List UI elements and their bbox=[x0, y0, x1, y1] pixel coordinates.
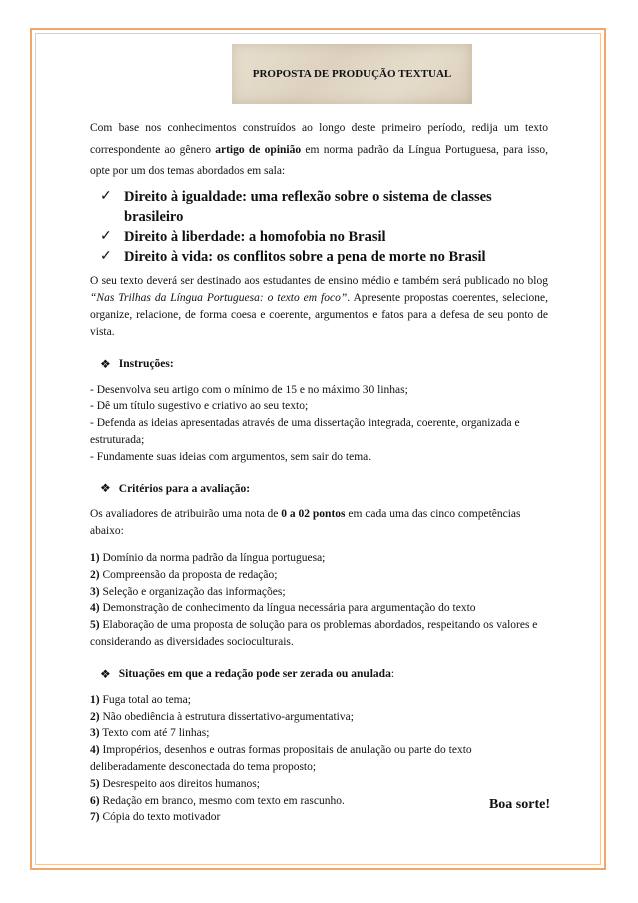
diamond-bullet-icon: ❖ bbox=[100, 666, 111, 681]
annulment-item: 5) Desrespeito aos direitos humanos; bbox=[90, 777, 260, 790]
diamond-bullet-icon: ❖ bbox=[100, 356, 111, 371]
blog-name: “Nas Trilhas da Língua Portuguesa: o texto em foco” bbox=[90, 291, 348, 304]
page-title: PROPOSTA DE PRODUÇÃO TEXTUAL bbox=[252, 68, 452, 80]
document-body bbox=[90, 118, 548, 826]
genre-emphasis: artigo de opinião bbox=[215, 143, 302, 156]
criteria-item: 4) Demonstração de conhecimento da língua necessária para argumentação do texto bbox=[90, 602, 476, 615]
annulment-item: 7) Cópia do texto motivador bbox=[90, 811, 221, 824]
instruction-item: - Desenvolva seu artigo com o mínimo de 15 e no máximo 30 linhas; bbox=[90, 383, 408, 396]
theme-item: ✓ Direito à liberdade: a homofobia no Brasil bbox=[100, 228, 386, 245]
annulment-list bbox=[90, 692, 548, 826]
criteria-item: 5) Elaboração de uma proposta de solução para os problemas abordados, respeitando os valores e considerando as diversidades socioculturais. bbox=[90, 619, 538, 649]
checkmark-icon: ✓ bbox=[100, 188, 112, 204]
instruction-item: - Fundamente suas ideias com argumentos, sem sair do tema. bbox=[90, 450, 372, 463]
score-range: 0 a 02 pontos bbox=[281, 508, 346, 521]
annulment-heading: ❖ Situações em que a redação pode ser zerada ou anulada : bbox=[100, 666, 395, 681]
criteria-item: 1) Domínio da norma padrão da língua portuguesa; bbox=[90, 552, 326, 565]
instruction-item: - Dê um título sugestivo e criativo ao seu texto; bbox=[90, 400, 309, 413]
theme-item: ✓ Direito à igualdade: uma reflexão sobre o sistema de classes brasileiro bbox=[100, 188, 492, 225]
criteria-heading: ❖ Critérios para a avaliação: bbox=[100, 481, 251, 496]
intro-paragraph: Com base nos conhecimentos construídos ao longo deste primeiro período, redija um texto correspondente ao gênero artigo de opinião em norma padrão da Língua Portuguesa, para isso, opte por um dos temas abordados em sala: bbox=[90, 122, 549, 177]
title-banner bbox=[232, 44, 472, 104]
instruction-item: - Defenda as ideias apresentadas através de uma dissertação integrada, coerente, organizada e estruturada; bbox=[90, 417, 520, 446]
checkmark-icon: ✓ bbox=[100, 228, 112, 244]
theme-list bbox=[90, 187, 548, 267]
annulment-item: 2) Não obediência à estrutura dissertativo-argumentativa; bbox=[90, 710, 354, 723]
diamond-bullet-icon: ❖ bbox=[100, 481, 111, 496]
criteria-item: 3) Seleção e organização das informações; bbox=[90, 585, 286, 598]
annulment-item: 6) Redação em branco, mesmo com texto em rascunho. bbox=[90, 794, 345, 807]
annulment-item: 1) Fuga total ao tema; bbox=[90, 693, 191, 706]
instructions-list bbox=[90, 382, 548, 466]
annulment-item: 3) Texto com até 7 linhas; bbox=[90, 727, 210, 740]
closing-text: Boa sorte! bbox=[488, 797, 550, 812]
theme-item: ✓ Direito à vida: os conflitos sobre a pena de morte no Brasil bbox=[100, 248, 486, 265]
target-paragraph: O seu texto deverá ser destinado aos estudantes de ensino médio e também será publicado no blog “Nas Trilhas da Língua Portuguesa: o texto em foco”. Apresente propostas coerentes, selecione, organize, relacione, de forma coesa e coerente, argumentos e fatos para a defesa de seu ponto de vista. bbox=[90, 274, 548, 338]
instructions-heading: ❖ Instruções: bbox=[100, 356, 174, 371]
checkmark-icon: ✓ bbox=[100, 248, 112, 264]
criteria-item: 2) Compreensão da proposta de redação; bbox=[90, 568, 278, 581]
annulment-item: 4) Impropérios, desenhos e outras formas propositais de anulação ou parte do texto deliberadamente desconectada do tema proposto; bbox=[90, 744, 472, 774]
criteria-list bbox=[90, 550, 548, 651]
criteria-intro: Os avaliadores de atribuirão uma nota de 0 a 02 pontos em cada uma das cinco competências abaixo: bbox=[90, 508, 521, 538]
